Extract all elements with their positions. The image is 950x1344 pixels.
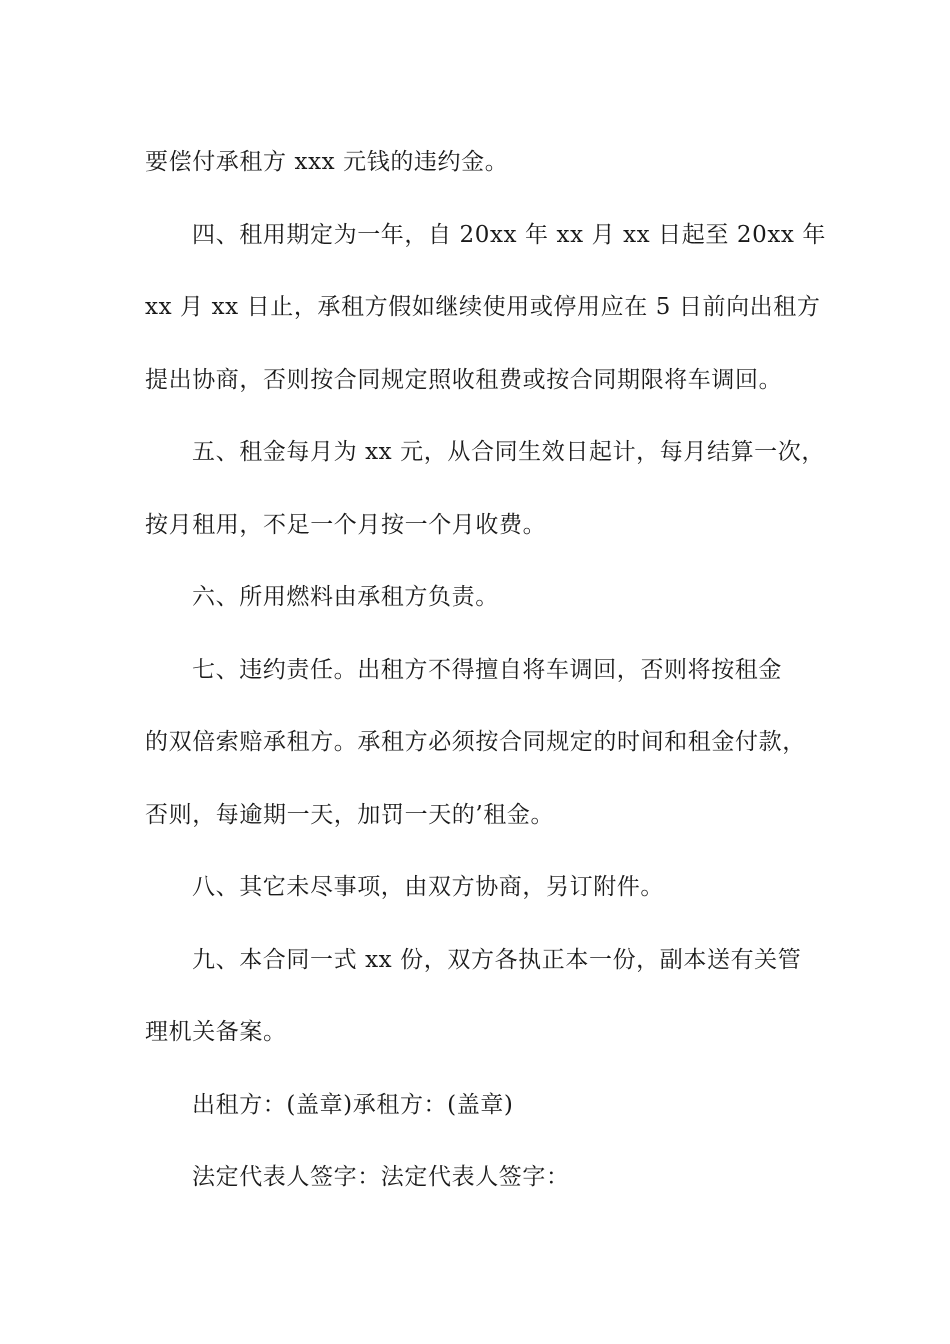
text-line: 六、所用燃料由承租方负责。 xyxy=(192,584,499,610)
text-line: 要偿付承租方 xxx 元钱的违约金。 xyxy=(145,149,509,175)
text-line: 的双倍索赔承租方。承租方必须按合同规定的时间和租金付款， xyxy=(145,729,806,755)
text-line: 提出协商，否则按合同规定照收租费或按合同期限将车调回。 xyxy=(145,366,783,393)
text-line: 七、违约责任。出租方不得擅自将车调回，否则将按租金 xyxy=(192,656,782,683)
text-line: 九、本合同一式 xx 份，双方各执正本一份，副本送有关管 xyxy=(192,946,802,973)
text-line: 按月租用，不足一个月按一个月收费。 xyxy=(145,511,547,538)
signature-line-seal: 出租方：(盖章)承租方：(盖章) xyxy=(192,1091,514,1118)
text-line: 八、其它未尽事项，由双方协商，另订附件。 xyxy=(192,874,664,900)
text-line: 四、租用期定为一年，自 20xx 年 xx 月 xx 日起至 20xx 年 xyxy=(192,221,826,248)
signature-line-representative: 法定代表人签字：法定代表人签字： xyxy=(192,1164,570,1190)
text-line: 五、租金每月为 xx 元，从合同生效日起计，每月结算一次， xyxy=(192,439,825,465)
text-line: 理机关备案。 xyxy=(145,1019,287,1045)
text-line: xx 月 xx 日止，承租方假如继续使用或停用应在 5 日前向出租方 xyxy=(145,294,821,320)
contract-text xyxy=(145,126,826,1214)
text-line: 否则，每逾期一天，加罚一天的’租金。 xyxy=(145,801,555,828)
